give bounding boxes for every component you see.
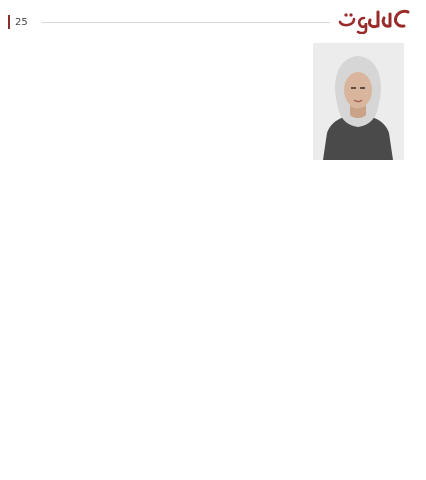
page-number: 25 — [15, 16, 28, 28]
page-header — [0, 0, 426, 40]
page-number-bar — [8, 15, 10, 29]
magazine-logo — [334, 6, 412, 34]
portrait-image — [313, 43, 404, 160]
article-column-right — [221, 43, 417, 165]
page-number-block — [8, 15, 28, 29]
header-rule — [42, 22, 330, 23]
author-photo — [313, 43, 404, 160]
